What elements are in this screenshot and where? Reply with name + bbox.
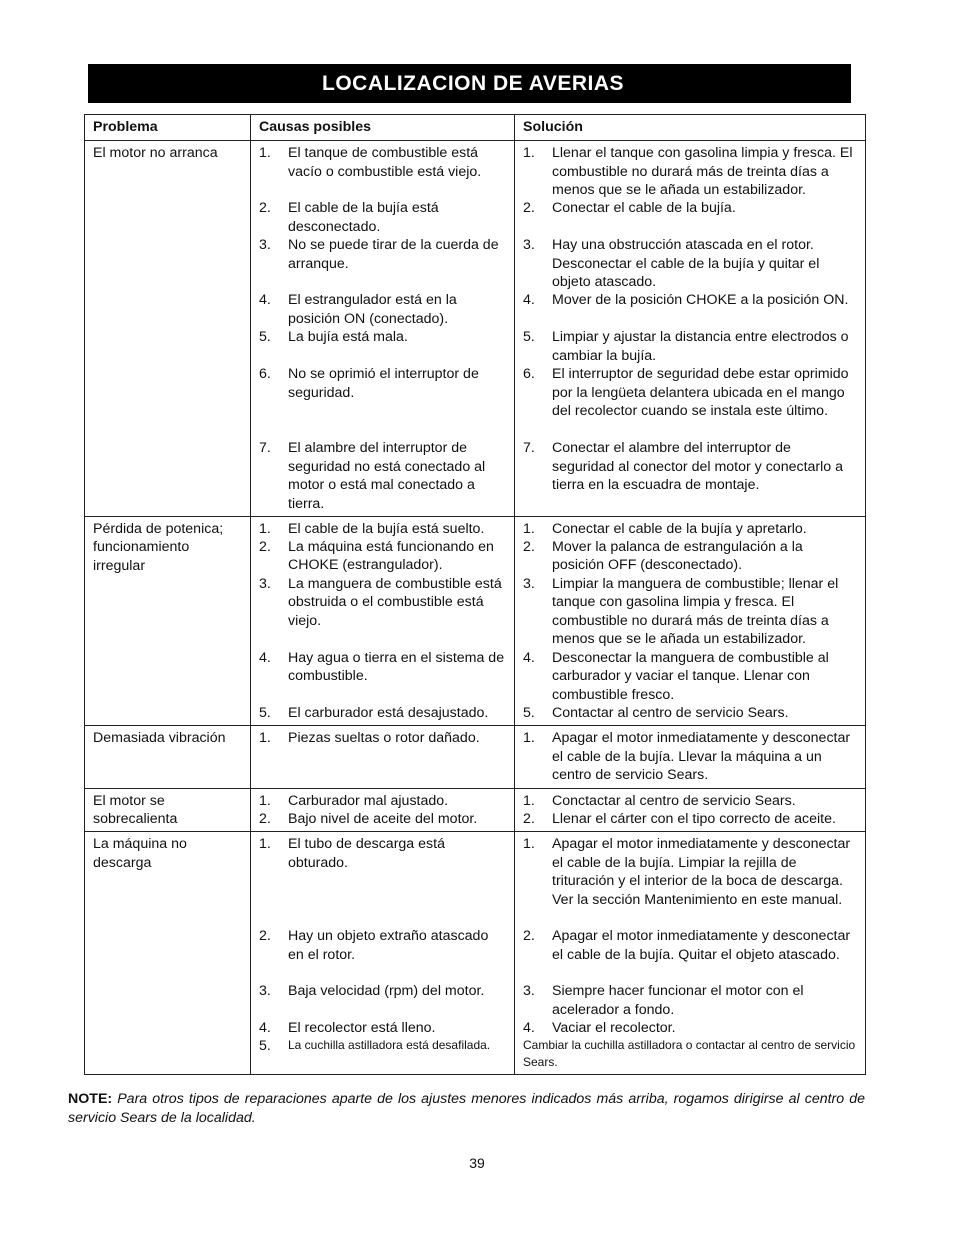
item-number: 1. — [259, 792, 271, 809]
table-row — [85, 832, 866, 1075]
cause-item — [259, 328, 506, 365]
item-number: 2. — [259, 928, 271, 945]
problem-cell: La máquina no descarga — [85, 832, 251, 1075]
cause-item — [259, 236, 506, 291]
item-number: 5. — [523, 329, 535, 346]
solution-text: Conctactar al centro de servicio Sears. — [552, 792, 796, 809]
solution-item — [523, 291, 857, 328]
item-number: 1. — [259, 836, 271, 853]
table-row — [85, 517, 866, 726]
cause-item — [259, 792, 506, 810]
cause-text: La bujía está mala. — [288, 329, 408, 346]
problem-cell: Pérdida de potenica; funcionamiento irregular — [85, 517, 251, 726]
solution-text: Limpiar y ajustar la distancia entre electrodos o cambiar la bujía. — [552, 329, 849, 364]
item-number: 4. — [259, 292, 271, 309]
cause-item — [259, 439, 506, 513]
solution-item — [523, 236, 857, 291]
cause-item — [259, 835, 506, 927]
causes-cell — [251, 517, 515, 726]
table-row — [85, 141, 866, 517]
solution-text: Apagar el motor inmediatamente y desconectar el cable de la bujía. Quitar el objeto atascado. — [552, 928, 851, 963]
solution-text: Mover la palanca de estrangulación a la posición OFF (desconectado). — [552, 539, 803, 574]
cause-item — [259, 144, 506, 199]
cause-text: El cable de la bujía está desconectado. — [288, 200, 439, 235]
item-number: 1. — [523, 730, 535, 747]
troubleshooting-table — [84, 114, 866, 1075]
cause-text: El recolector está lleno. — [288, 1020, 436, 1037]
item-number: 5. — [259, 1038, 271, 1055]
solution-item — [523, 199, 857, 236]
item-number: 3. — [523, 237, 535, 254]
solution-item — [523, 538, 857, 575]
solution-text: Apagar el motor inmediatamente y desconectar el cable de la bujía. Limpiar la rejilla de trituración y el interior de la boca de descarga. Ver la sección Mantenimiento en este manual. — [552, 836, 851, 908]
cause-text: Hay un objeto extraño atascado en el rotor. — [288, 928, 489, 963]
cause-item — [259, 982, 506, 1019]
page-title: LOCALIZACION DE AVERIAS — [88, 64, 851, 103]
solution-text: Hay una obstrucción atascada en el rotor. Desconectar el cable de la bujía y quitar el objeto atascado. — [552, 237, 820, 291]
solution-item — [523, 649, 857, 704]
item-number: 4. — [259, 1020, 271, 1037]
cause-item — [259, 575, 506, 649]
causes-cell — [251, 726, 515, 788]
item-number: 2. — [523, 200, 535, 217]
table-row — [85, 788, 866, 832]
causes-cell — [251, 788, 515, 832]
solution-item — [523, 835, 857, 927]
solution-text: Mover de la posición CHOKE a la posición ON. — [552, 292, 849, 309]
cause-item — [259, 538, 506, 575]
solution-text: Llenar el tanque con gasolina limpia y fresca. El combustible no durará más de treinta días a menos que se le añada un estabilizador. — [552, 145, 853, 199]
item-number: 5. — [259, 329, 271, 346]
note-label: NOTE: — [68, 1091, 113, 1107]
problem-cell: Demasiada vibración — [85, 726, 251, 788]
item-number: 2. — [523, 928, 535, 945]
solution-item — [523, 982, 857, 1019]
header-solution: Solución — [515, 115, 866, 141]
item-number: 7. — [523, 440, 535, 457]
header-problem: Problema — [85, 115, 251, 141]
cause-text: El alambre del interruptor de seguridad no está conectado al motor o está mal conectado a tierra. — [288, 440, 486, 512]
item-number: 6. — [523, 366, 535, 383]
solution-item: Cambiar la cuchilla astilladora o contactar al centro de servicio Sears. — [523, 1038, 856, 1070]
solution-text: Desconectar la manguera de combustible al carburador y vaciar el tanque. Llenar con combustible fresco. — [552, 650, 829, 703]
cause-text: Piezas sueltas o rotor dañado. — [288, 730, 480, 747]
cause-text: Carburador mal ajustado. — [288, 792, 449, 809]
solution-item — [523, 520, 857, 538]
cause-item — [259, 649, 506, 704]
solution-text: Apagar el motor inmediatamente y desconectar el cable de la bujía. Llevar la máquina a un centro de servicio Sears. — [552, 730, 851, 784]
solution-text: Vaciar el recolector. — [552, 1020, 676, 1037]
cause-text: El tanque de combustible está vacío o combustible está viejo. — [288, 145, 482, 180]
problem-cell: El motor se sobrecalienta — [85, 788, 251, 832]
header-causes: Causas posibles — [251, 115, 515, 141]
item-number: 1. — [259, 730, 271, 747]
cause-text: El estrangulador está en la posición ON (conectado). — [288, 292, 457, 327]
cause-text: Baja velocidad (rpm) del motor. — [288, 983, 485, 1000]
item-number: 1. — [523, 836, 535, 853]
item-number: 3. — [259, 237, 271, 254]
item-number: 2. — [523, 810, 535, 827]
solution-text: El interruptor de seguridad debe estar oprimido por la lengüeta delantera ubicada en el mango del recolector cuando se instala este último. — [552, 366, 849, 420]
solution-item — [523, 1019, 857, 1037]
causes-cell — [251, 141, 515, 517]
solution-text: Siempre hacer funcionar el motor con el acelerador a fondo. — [552, 983, 804, 1018]
cause-item — [259, 1037, 506, 1055]
solution-item — [523, 144, 857, 199]
cause-text: Bajo nivel de aceite del motor. — [288, 810, 478, 827]
item-number: 4. — [523, 650, 535, 667]
solution-text: Contactar al centro de servicio Sears. — [552, 705, 789, 722]
footnote — [68, 1090, 865, 1128]
solution-item — [523, 365, 857, 439]
cause-text: Hay agua o tierra en el sistema de combustible. — [288, 650, 505, 685]
item-number: 2. — [259, 810, 271, 827]
cause-item — [259, 729, 506, 747]
item-number: 2. — [259, 200, 271, 217]
cause-item — [259, 365, 506, 439]
item-number: 5. — [523, 705, 535, 722]
solution-item — [523, 439, 857, 494]
causes-cell — [251, 832, 515, 1075]
cause-text: La cuchilla astilladora está desafilada. — [288, 1038, 491, 1053]
cause-item — [259, 520, 506, 538]
solution-text: Limpiar la manguera de combustible; llenar el tanque con gasolina limpia y fresca. El combustible no durará más de treinta días a menos que se le añada un estabilizador. — [552, 576, 839, 648]
cause-item — [259, 927, 506, 982]
item-number: 1. — [523, 792, 535, 809]
solution-cell — [515, 832, 866, 1075]
table-row — [85, 726, 866, 788]
solution-item — [523, 575, 857, 649]
item-number: 7. — [259, 440, 271, 457]
item-number: 1. — [259, 145, 271, 162]
cause-text: El tubo de descarga está obturado. — [288, 836, 445, 871]
item-number: 1. — [523, 521, 535, 538]
note-text: Para otros tipos de reparaciones aparte de los ajustes menores indicados más arriba, rogamos dirigirse al centro de servicio Sears de la localidad. — [68, 1091, 865, 1126]
solution-item — [523, 704, 857, 722]
solution-item — [523, 927, 857, 982]
cause-text: No se oprimió el interruptor de seguridad. — [288, 366, 479, 401]
table-header-row — [85, 115, 866, 141]
item-number: 4. — [259, 650, 271, 667]
cause-item — [259, 704, 506, 722]
solution-cell — [515, 788, 866, 832]
solution-text: Conectar el alambre del interruptor de seguridad al conector del motor y conectarlo a tierra en la escuadra de montaje. — [552, 440, 844, 494]
item-number: 3. — [523, 576, 535, 593]
solution-text: Llenar el cárter con el tipo correcto de aceite. — [552, 810, 836, 827]
item-number: 2. — [523, 539, 535, 556]
solution-text: Conectar el cable de la bujía. — [552, 200, 736, 217]
cause-item — [259, 1019, 506, 1037]
solution-item — [523, 729, 857, 784]
solution-item — [523, 810, 857, 828]
item-number: 5. — [259, 705, 271, 722]
solution-cell — [515, 517, 866, 726]
cause-text: No se puede tirar de la cuerda de arranque. — [288, 237, 499, 272]
solution-cell — [515, 141, 866, 517]
problem-cell: El motor no arranca — [85, 141, 251, 517]
item-number: 1. — [259, 521, 271, 538]
cause-text: El cable de la bujía está suelto. — [288, 521, 485, 538]
item-number: 4. — [523, 1020, 535, 1037]
solution-text: Conectar el cable de la bujía y apretarlo. — [552, 521, 807, 538]
cause-text: La manguera de combustible está obstruida o el combustible está viejo. — [288, 576, 502, 629]
cause-text: El carburador está desajustado. — [288, 705, 489, 722]
item-number: 6. — [259, 366, 271, 383]
cause-text: La máquina está funcionando en CHOKE (estrangulador). — [288, 539, 494, 574]
page-number: 39 — [469, 1155, 485, 1171]
item-number: 3. — [259, 576, 271, 593]
solution-item — [523, 328, 857, 365]
cause-item — [259, 810, 506, 828]
solution-item — [523, 792, 857, 810]
item-number: 4. — [523, 292, 535, 309]
item-number: 1. — [523, 145, 535, 162]
item-number: 3. — [259, 983, 271, 1000]
item-number: 2. — [259, 539, 271, 556]
cause-item — [259, 199, 506, 236]
solution-cell — [515, 726, 866, 788]
item-number: 3. — [523, 983, 535, 1000]
cause-item — [259, 291, 506, 328]
